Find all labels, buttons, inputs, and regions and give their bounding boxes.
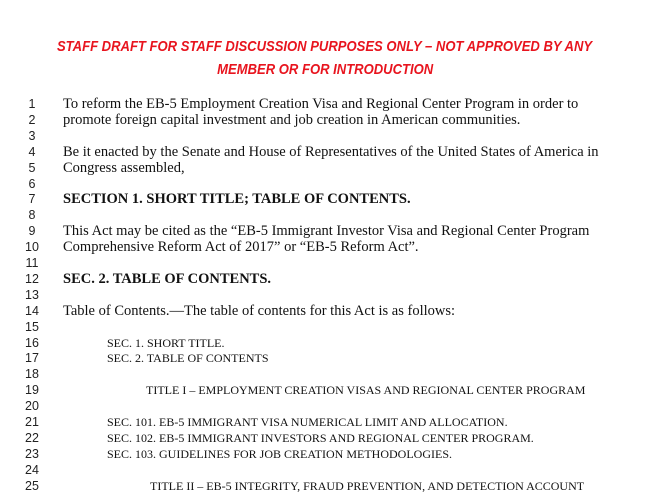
document-line <box>0 96 650 112</box>
line-number: 6 <box>28 176 36 191</box>
document-line <box>0 478 650 494</box>
toc-title: TITLE II – EB-5 INTEGRITY, FRAUD PREVENTION, AND DETECTION ACCOUNT <box>150 478 585 493</box>
toc-entry: SEC. 1. SHORT TITLE. <box>107 335 225 350</box>
line-number: 15 <box>25 319 39 334</box>
line-number: 19 <box>25 383 39 398</box>
draft-notice-row-2 <box>0 60 650 80</box>
document-line <box>0 382 650 398</box>
document-line <box>0 446 650 462</box>
line-number: 7 <box>28 192 36 207</box>
line-text: To reform the EB-5 Employment Creation Visa and Regional Center Program in order to <box>63 96 579 112</box>
document-line <box>0 191 650 207</box>
toc-title: TITLE I – EMPLOYMENT CREATION VISAS AND REGIONAL CENTER PROGRAM <box>146 383 586 398</box>
document-line <box>0 335 650 351</box>
line-text: This Act may be cited as the “EB-5 Immigrant Investor Visa and Regional Center Program <box>63 223 590 240</box>
document-line <box>0 350 650 366</box>
document-line <box>0 430 650 446</box>
line-text: promote foreign capital investment and job creation in American communities. <box>63 111 521 128</box>
toc-entry: SEC. 102. EB-5 IMMIGRANT INVESTORS AND REGIONAL CENTER PROGRAM. <box>107 430 534 445</box>
line-number: 11 <box>25 256 39 270</box>
line-text: Congress assembled, <box>63 159 185 176</box>
line-number: 24 <box>25 462 39 477</box>
line-text: Be it enacted by the Senate and House of Representatives of the United States of America in <box>63 143 599 160</box>
line-number: 3 <box>28 128 36 143</box>
document-line <box>0 207 650 223</box>
line-number: 4 <box>28 144 36 159</box>
line-number: 13 <box>25 287 39 302</box>
section-heading: SECTION 1. SHORT TITLE; TABLE OF CONTENTS. <box>63 191 411 208</box>
document-line <box>0 462 650 478</box>
draft-notice-line-1: STAFF DRAFT FOR STAFF DISCUSSION PURPOSES ONLY – NOT APPROVED BY ANY <box>57 38 593 55</box>
document-line <box>0 287 650 303</box>
document-line <box>0 160 650 176</box>
document-line <box>0 319 650 335</box>
toc-entry: SEC. 2. TABLE OF CONTENTS <box>107 351 269 366</box>
line-text: Table of Contents.—The table of contents for this Act is as follows: <box>63 302 456 319</box>
line-number: 10 <box>25 240 39 255</box>
document-line <box>0 223 650 239</box>
line-number: 8 <box>28 208 36 223</box>
document-line <box>0 303 650 319</box>
section-heading: SEC. 2. TABLE OF CONTENTS. <box>63 270 272 287</box>
document-line <box>0 128 650 144</box>
document-line <box>0 239 650 255</box>
line-number: 14 <box>25 303 39 318</box>
line-number: 25 <box>25 478 39 493</box>
draft-notice-row-1 <box>0 37 650 57</box>
line-number: 12 <box>25 271 39 286</box>
draft-notice-line-2: MEMBER OR FOR INTRODUCTION <box>216 61 434 78</box>
line-number: 1 <box>28 97 36 111</box>
document-line <box>0 414 650 430</box>
line-number: 16 <box>25 335 39 350</box>
line-number: 20 <box>25 399 39 414</box>
document-line <box>0 144 650 160</box>
line-number: 18 <box>25 367 39 382</box>
line-number: 22 <box>25 430 39 445</box>
line-number: 17 <box>25 351 39 366</box>
line-number: 23 <box>25 446 39 461</box>
document-line <box>0 271 650 287</box>
toc-entry: SEC. 101. EB-5 IMMIGRANT VISA NUMERICAL LIMIT AND ALLOCATION. <box>107 415 508 429</box>
document-line <box>0 255 650 271</box>
line-number: 5 <box>28 160 36 175</box>
line-number: 21 <box>25 415 39 429</box>
document-line <box>0 176 650 192</box>
document-line <box>0 112 650 128</box>
line-number: 9 <box>28 224 36 239</box>
line-number: 2 <box>28 112 36 127</box>
toc-entry: SEC. 103. GUIDELINES FOR JOB CREATION METHODOLOGIES. <box>107 446 452 461</box>
document-line <box>0 398 650 414</box>
line-text: Comprehensive Reform Act of 2017” or “EB-5 Reform Act”. <box>63 239 419 256</box>
document-line <box>0 366 650 382</box>
